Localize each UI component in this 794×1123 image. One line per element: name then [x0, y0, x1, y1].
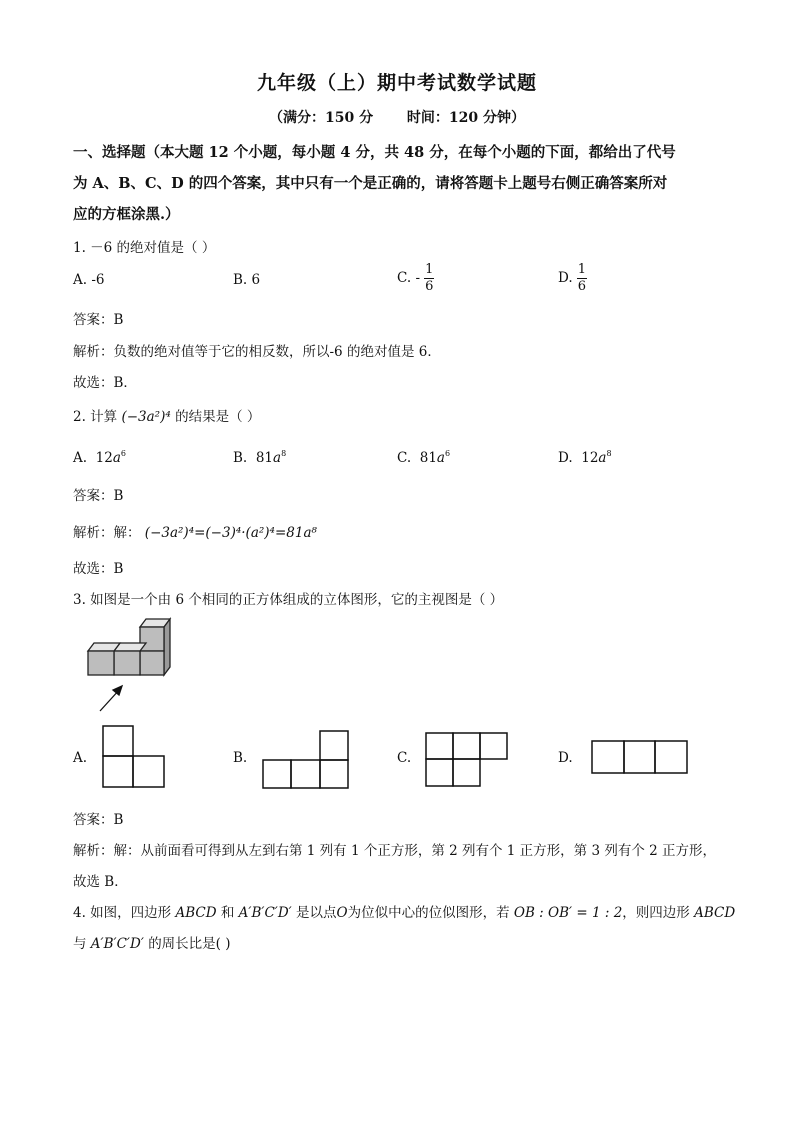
q2-option-c: [397, 449, 450, 466]
q2-option-d: [558, 449, 612, 466]
q1-option-d-denominator: 6: [577, 279, 587, 294]
q4-line1-then: ，则四边形: [622, 905, 690, 921]
page-subtitle: [0, 107, 794, 127]
q3-answer: 答案：B: [73, 812, 124, 828]
q2-option-b: [233, 449, 286, 466]
q4-line1-prefix: 4. 如图，四边形: [73, 905, 172, 921]
q2-option-b-letter: B.: [233, 450, 248, 466]
q1-option-c-numerator: 1: [425, 262, 434, 277]
q3-option-a-letter: A.: [73, 750, 88, 766]
q1-option-b-value: 6: [251, 272, 261, 288]
q4-line2-prefix: 与: [73, 936, 87, 952]
q2-option-b-coef: 81: [255, 450, 273, 466]
q3-stem: 3. 如图是一个由 6 个相同的正方体组成的立体图形，它的主视图是（ ）: [73, 592, 504, 608]
q1-option-c-denominator: 6: [425, 279, 434, 294]
q1-option-d-letter: D.: [558, 270, 573, 286]
q4-quad-abcd: ABCD: [175, 905, 217, 921]
section-heading-line1: 一、选择题（本大题 12 个小题，每小题 4 分，共 48 分，在每个小题的下面，都给出了代号: [73, 144, 676, 161]
q1-answer: 答案：B: [73, 312, 124, 328]
q2-option-c-coef: 81: [419, 450, 437, 466]
q1-option-a: [73, 272, 105, 288]
q4-quad-abcd-prime-2: A′B′C′D′: [90, 936, 144, 952]
q2-analysis-prefix: 解析：解：: [73, 525, 141, 541]
q4-line1-mid2: 为位似中心的位似图形，若: [347, 905, 510, 921]
q3-option-b-figure: [262, 730, 350, 790]
q4-line1-mid: 是以点: [296, 905, 337, 921]
q3-choose: 故选 B．: [73, 874, 128, 890]
q2-stem-expression: (−3a²)⁴: [121, 409, 171, 425]
q1-analysis: 解析：负数的绝对值等于它的相反数，所以-6 的绝对值是 6．: [73, 344, 441, 360]
q1-stem: 1. －6 的绝对值是（ ）: [73, 240, 216, 256]
q2-option-c-exp: 6: [444, 449, 451, 458]
q3-analysis: 解析：解：从前面看可得到从左到右第 1 列有 1 个正方形，第 2 列有个 1 正方形，第 3 列有个 2 正方形，: [73, 843, 717, 859]
q2-option-d-coef: 12: [581, 450, 599, 466]
subtitle-time: 时间：120 分钟）: [406, 110, 525, 126]
q4-point-o: O: [336, 905, 348, 921]
page-title: 九年级（上）期中考试数学试题: [256, 72, 537, 94]
q4-line1-and: 和: [220, 905, 235, 921]
q4-ratio: OB : OB′ = 1 : 2: [513, 905, 623, 921]
q2-option-c-letter: C.: [397, 450, 412, 466]
q2-analysis-expression: (−3a²)⁴=(−3)⁴·(a²)⁴=81a⁸: [144, 525, 317, 541]
q3-option-c-figure: [425, 732, 509, 788]
q3-option-a-figure: [102, 725, 166, 789]
q2-stem: [73, 405, 260, 425]
q4-line2-suffix: 的周长比是( ): [148, 936, 231, 952]
q2-option-d-exp: 8: [606, 449, 612, 458]
q1-option-a-letter: A.: [73, 272, 88, 288]
section-heading-line2: 为 A、B、C、D 的四个答案，其中只有一个是正确的，请将答题卡上题号右侧正确答案所对: [73, 175, 668, 192]
q2-option-a-exp: 6: [120, 449, 126, 458]
q3-option-c-letter: C.: [397, 750, 412, 766]
q3-option-b-letter: B.: [233, 750, 248, 766]
q1-option-b-letter: B.: [233, 272, 248, 288]
q3-option-d-figure: [591, 740, 689, 776]
q1-option-c: [397, 262, 434, 295]
q4-line1: [73, 901, 735, 921]
q4-quad-abcd-prime: A′B′C′D′: [238, 905, 292, 921]
q2-analysis: [73, 521, 317, 541]
q2-option-a-coef: 12: [95, 450, 113, 466]
q2-option-c-var: a: [436, 450, 445, 466]
q2-option-a: [73, 449, 126, 466]
q1-option-d: [558, 262, 587, 295]
q1-option-b: [233, 272, 260, 288]
q4-line2: [73, 932, 231, 952]
q2-option-a-var: a: [112, 450, 121, 466]
q3-option-d-letter: D.: [558, 750, 573, 766]
q1-option-c-sign: -: [415, 270, 420, 286]
q2-stem-suffix: 的结果是（ ）: [175, 409, 261, 425]
q2-option-b-exp: 8: [281, 449, 287, 458]
q3-cube-figure: [80, 615, 180, 715]
q2-option-b-var: a: [273, 450, 282, 466]
q1-option-d-fraction: [577, 262, 587, 295]
q1-option-c-letter: C.: [397, 270, 412, 286]
q2-choose: 故选：B: [73, 561, 124, 577]
q2-option-d-letter: D.: [558, 450, 573, 466]
q2-answer: 答案：B: [73, 488, 124, 504]
q2-stem-prefix: 2. 计算: [73, 409, 118, 425]
q2-option-a-letter: A.: [73, 450, 88, 466]
q1-option-c-fraction: [424, 262, 434, 295]
section-heading-line3: 应的方框涂黑.）: [73, 206, 180, 223]
q2-option-d-var: a: [598, 450, 607, 466]
q1-option-a-value: -6: [91, 272, 105, 288]
q1-choose: 故选：B．: [73, 375, 137, 391]
q4-quad-abcd-2: ABCD: [694, 905, 736, 921]
q1-option-d-numerator: 1: [577, 262, 587, 277]
subtitle-full-score: （满分：150 分: [269, 110, 374, 126]
